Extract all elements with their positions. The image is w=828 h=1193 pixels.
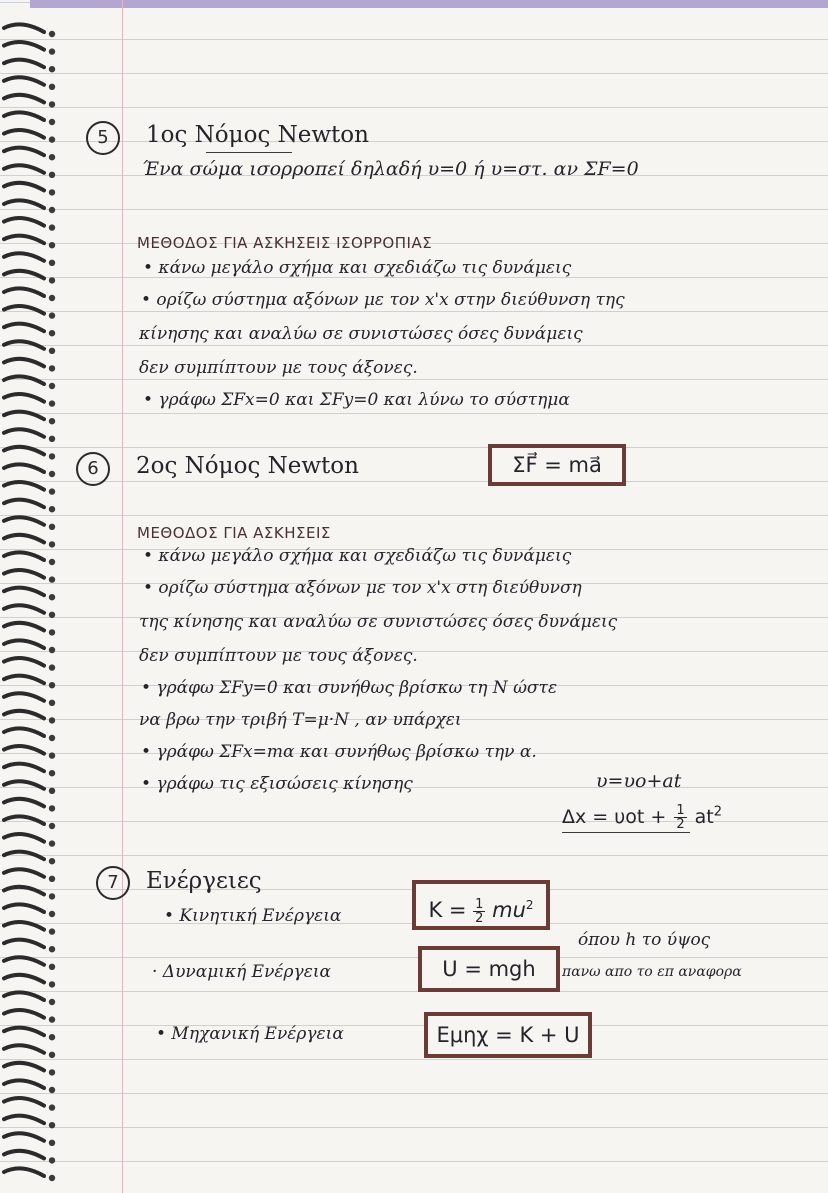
section-6-bullet-3-cont: να βρω την τριβή T=μ·N , αν υπάρχει [139, 710, 462, 730]
spiral-ring [4, 341, 44, 348]
spiral-ring [4, 60, 44, 67]
displacement-equation [562, 804, 722, 831]
spiral-hole [49, 700, 55, 706]
spiral-ring [4, 993, 44, 1000]
spiral-hole [49, 101, 55, 107]
spiral-hole [49, 876, 55, 882]
spiral-ring [4, 887, 44, 894]
section-6-bullet-2: • ορίζω σύστημα αξόνων με τον x'x στη διεύθυνση [143, 578, 582, 598]
velocity-equation: υ=υo+at [596, 770, 682, 792]
spiral-hole [49, 928, 55, 934]
spiral-hole [49, 172, 55, 178]
spiral-ring [4, 852, 44, 859]
spiral-ring [4, 905, 44, 912]
section-5-bullet-1: • κάνω μεγάλο σχήμα και σχεδιάζω τις δυνάμεις [143, 258, 572, 278]
section-6-title: 2ος Νόμος Newton [136, 453, 359, 479]
spiral-hole [49, 664, 55, 670]
spiral-hole [49, 330, 55, 336]
displacement-fraction-numerator: 1 [676, 803, 685, 818]
spiral-ring [4, 834, 44, 841]
spiral-ring [4, 201, 44, 208]
spiral-ring [4, 148, 44, 155]
spiral-hole [49, 1087, 55, 1093]
spiral-hole [49, 964, 55, 970]
spiral-ring [4, 764, 44, 771]
mechanical-energy-formula-box: Eμηχ = K + U [424, 1012, 592, 1058]
spiral-ring [4, 253, 44, 260]
margin-line [122, 0, 123, 1193]
spiral-hole [49, 48, 55, 54]
spiral-ring [4, 394, 44, 401]
spiral-hole [49, 735, 55, 741]
spiral-ring [4, 77, 44, 84]
spiral-hole [49, 981, 55, 987]
spiral-hole [49, 1157, 55, 1163]
spiral-hole [49, 488, 55, 494]
spiral-ring [4, 623, 44, 630]
spiral-hole [49, 471, 55, 477]
spiral-hole [49, 788, 55, 794]
spiral-hole [49, 1069, 55, 1075]
spiral-hole [49, 260, 55, 266]
section-5-method-title: ΜΕΘΟΔΟΣ ΓΙΑ ΑΣΚΗΣΕΙΣ ΙΣΟΡΡΟΠΙΑΣ [137, 234, 433, 252]
spiral-hole [49, 436, 55, 442]
kinetic-formula-k: K = [428, 898, 467, 922]
spiral-hole [49, 418, 55, 424]
spiral-hole [49, 946, 55, 952]
kinetic-formula-fraction [473, 898, 485, 925]
spiral-hole [49, 207, 55, 213]
mechanical-energy-label: • Μηχανική Ενέργεια [156, 1024, 344, 1044]
spiral-hole [49, 506, 55, 512]
spiral-hole [49, 752, 55, 758]
kinetic-formula-exponent: 2 [525, 898, 534, 912]
spiral-ring [4, 570, 44, 577]
potential-energy-label: · Δυναμική Ενέργεια [152, 962, 331, 982]
displacement-equation-underline [562, 832, 690, 833]
kinetic-energy-formula-box [412, 880, 550, 930]
section-5-number: 5 [86, 121, 120, 155]
section-5-bullet-2-cont-1: κίνησης και αναλύω σε συνιστώσες όσες δυνάμεις [139, 324, 583, 344]
spiral-hole [49, 383, 55, 389]
spiral-ring [4, 641, 44, 648]
section-6-bullet-3: • γράφω ΣFy=0 και συνήθως βρίσκω τη Ν ώστε [141, 678, 558, 698]
spiral-ring [4, 922, 44, 929]
spiral-ring [4, 588, 44, 595]
spiral-ring [4, 95, 44, 102]
spiral-ring [4, 289, 44, 296]
spiral-hole [49, 136, 55, 142]
spiral-hole [49, 224, 55, 230]
section-6-bullet-4: • γράφω ΣFx=mα και συνήθως βρίσκω την α. [141, 742, 537, 762]
spiral-hole [49, 858, 55, 864]
spiral-ring [4, 1045, 44, 1052]
page-top-band [30, 0, 828, 8]
spiral-hole [49, 365, 55, 371]
spiral-ring [4, 130, 44, 137]
potential-energy-note-2: πανω απο το επ αναφορα [562, 964, 742, 980]
spiral-ring [4, 113, 44, 120]
spiral-ring [4, 306, 44, 313]
spiral-hole [49, 594, 55, 600]
spiral-ring [4, 869, 44, 876]
spiral-hole [49, 893, 55, 899]
spiral-ring [4, 165, 44, 172]
spiral-hole [49, 805, 55, 811]
spiral-ring [4, 500, 44, 507]
spiral-ring [4, 940, 44, 947]
spiral-hole [49, 312, 55, 318]
displacement-fraction-denominator: 2 [676, 817, 685, 832]
spiral-ring [4, 957, 44, 964]
spiral-hole [49, 576, 55, 582]
newton-second-law-formula-box: ΣF⃗ = ma⃗ [488, 444, 626, 486]
spiral-hole [49, 400, 55, 406]
spiral-ring [4, 975, 44, 982]
spiral-ring [4, 711, 44, 718]
section-5-line1: Ένα σώμα ισορροπεί δηλαδή υ=0 ή υ=στ. αν ΣF=0 [142, 158, 639, 180]
spiral-hole [49, 119, 55, 125]
spiral-ring [4, 447, 44, 454]
section-5-bullet-2-cont-2: δεν συμπίπτουν με τους άξονες. [139, 358, 418, 378]
displacement-equation-exponent: 2 [713, 804, 723, 820]
spiral-ring [4, 658, 44, 665]
spiral-ring [4, 183, 44, 190]
section-6-bullet-2-cont-1: της κίνησης και αναλύω σε συνιστώσες όσες δυνάμεις [139, 612, 618, 632]
spiral-hole [49, 612, 55, 618]
spiral-hole [49, 242, 55, 248]
spiral-hole [49, 189, 55, 195]
spiral-hole [49, 295, 55, 301]
spiral-hole [49, 1104, 55, 1110]
spiral-hole [49, 840, 55, 846]
spiral-hole [49, 1140, 55, 1146]
section-5-title-underline [206, 152, 292, 153]
spiral-ring [4, 1116, 44, 1123]
spiral-hole [49, 453, 55, 459]
spiral-hole [49, 770, 55, 776]
spiral-hole [49, 1016, 55, 1022]
spiral-ring [4, 746, 44, 753]
spiral-hole [49, 1122, 55, 1128]
spiral-ring [4, 729, 44, 736]
spiral-hole [49, 1052, 55, 1058]
spiral-ring [4, 1081, 44, 1088]
spiral-ring [4, 605, 44, 612]
spiral-ring [4, 1063, 44, 1070]
spiral-hole [49, 348, 55, 354]
kinetic-energy-label: • Κινητική Ενέργεια [164, 906, 342, 926]
section-7-number: 7 [96, 866, 130, 900]
potential-energy-formula-box: U = mgh [418, 946, 560, 992]
spiral-hole [49, 154, 55, 160]
displacement-equation-right: at [694, 806, 714, 828]
section-5-bullet-3: • γράφω ΣFx=0 και ΣFy=0 και λύνω το σύστημα [143, 390, 570, 410]
spiral-ring [4, 1169, 44, 1176]
section-5-title: 1ος Νόμος Newton [146, 122, 369, 148]
spiral-ring [4, 535, 44, 542]
spiral-ring [4, 1028, 44, 1035]
spiral-ring [4, 25, 44, 32]
section-6-number: 6 [76, 452, 110, 486]
spiral-hole [49, 541, 55, 547]
spiral-ring [4, 817, 44, 824]
spiral-hole [49, 999, 55, 1005]
spiral-hole [49, 911, 55, 917]
spiral-hole [49, 1175, 55, 1181]
spiral-hole [49, 277, 55, 283]
spiral-hole [49, 66, 55, 72]
spiral-ring [4, 377, 44, 384]
section-7-title: Ενέργειες [146, 868, 262, 894]
section-6-bullet-5: • γράφω τις εξισώσεις κίνησης [141, 774, 413, 794]
spiral-ring [4, 412, 44, 419]
spiral-hole [49, 647, 55, 653]
section-5-bullet-2: • ορίζω σύστημα αξόνων με τον x'x στην διεύθυνση της [141, 290, 625, 310]
spiral-ring [4, 218, 44, 225]
spiral-ring [4, 799, 44, 806]
spiral-ring [4, 429, 44, 436]
spiral-hole [49, 524, 55, 530]
spiral-ring [4, 693, 44, 700]
section-6-bullet-2-cont-2: δεν συμπίπτουν με τους άξονες. [139, 646, 418, 666]
displacement-equation-left: Δx = υot + [562, 806, 667, 828]
spiral-hole [49, 31, 55, 37]
spiral-ring [4, 271, 44, 278]
section-6-method-title: ΜΕΘΟΔΟΣ ΓΙΑ ΑΣΚΗΣΕΙΣ [137, 524, 331, 542]
spiral-ring [4, 1151, 44, 1158]
spiral-hole [49, 559, 55, 565]
section-6-bullet-1: • κάνω μεγάλο σχήμα και σχεδιάζω τις δυνάμεις [143, 546, 572, 566]
spiral-ring [4, 42, 44, 49]
spiral-ring [4, 324, 44, 331]
spiral-ring [4, 781, 44, 788]
spiral-ring [4, 236, 44, 243]
spiral-ring [4, 517, 44, 524]
spiral-ring [4, 553, 44, 560]
kinetic-fraction-numerator: 1 [475, 896, 484, 912]
spiral-binding [0, 0, 70, 1193]
spiral-ring [4, 482, 44, 489]
spiral-ring [4, 1098, 44, 1105]
potential-energy-note-1: όπου h το ύψος [578, 930, 711, 950]
spiral-ring [4, 1133, 44, 1140]
spiral-hole [49, 717, 55, 723]
kinetic-formula-mu: mu [492, 898, 526, 922]
spiral-hole [49, 84, 55, 90]
displacement-equation-fraction [674, 804, 686, 831]
spiral-hole [49, 1034, 55, 1040]
spiral-hole [49, 823, 55, 829]
spiral-ring [4, 465, 44, 472]
spiral-ring [4, 1010, 44, 1017]
kinetic-fraction-denominator: 2 [475, 910, 484, 926]
spiral-hole [49, 682, 55, 688]
spiral-ring [4, 676, 44, 683]
spiral-ring [4, 359, 44, 366]
spiral-hole [49, 629, 55, 635]
